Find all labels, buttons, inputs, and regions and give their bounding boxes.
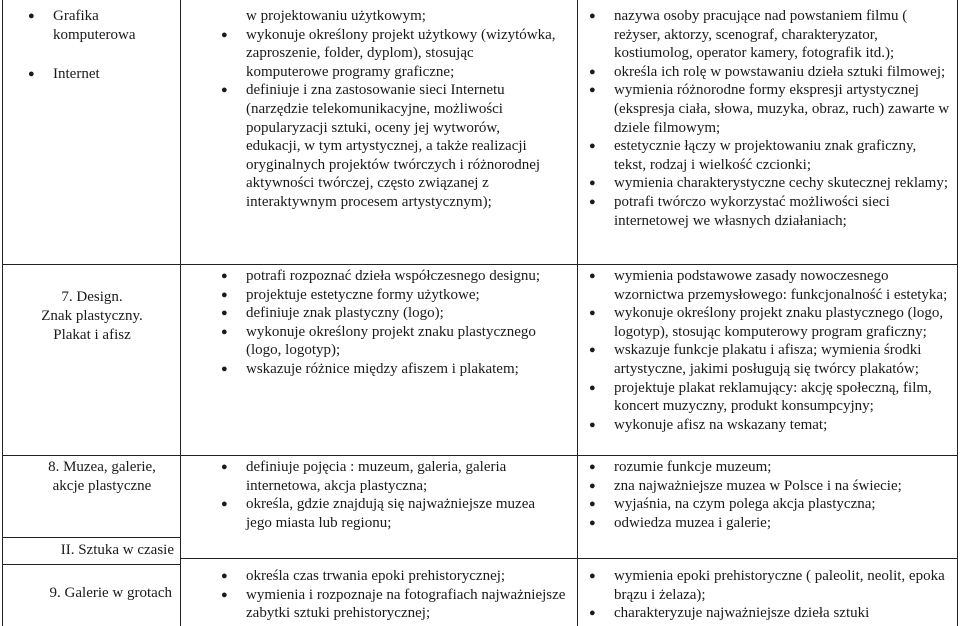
bullet-icon xyxy=(221,267,246,286)
table-border-left xyxy=(2,0,3,626)
topic-design: 7. Design. Znak plastyczny. Plakat i afisz xyxy=(41,289,143,343)
table-border-right xyxy=(957,0,958,626)
section-heading: II. Sztuka w czasie xyxy=(60,542,174,558)
topic-list-graphics xyxy=(28,7,178,84)
list-item: ● potrafi rozpoznać dzieła współczesnego designu; xyxy=(221,267,573,286)
row-divider-section-top xyxy=(2,537,181,538)
list-item: ● charakteryzuje najważniejsze dzieła sztuki xyxy=(589,604,951,623)
bullet-icon xyxy=(589,495,614,514)
list-item: ● projektuje plakat reklamujący: akcję społeczną, film, koncert muzyczny, produkt konsumpcyjny; xyxy=(589,379,951,416)
bullet-icon xyxy=(589,81,614,100)
list-item: ● wyjaśnia, na czym polega akcja plastyczna; xyxy=(589,495,951,514)
list-item: ● określa ich rolę w powstawaniu dzieła sztuki filmowej; xyxy=(589,63,951,82)
requirements-list-basic-3 xyxy=(221,458,555,532)
list-item: ● wskazuje różnice między afiszem i plakatem; xyxy=(221,360,573,379)
list-item: ● wymienia i rozpoznaje na fotografiach najważniejsze zabytki sztuki prehistorycznej; xyxy=(221,586,573,623)
list-item: ● wymienia różnorodne formy ekspresji artystycznej (ekspresja ciała, słowa, muzyka, obraz, ruch) zawarte w dziele filmowym; xyxy=(589,81,951,137)
list-item: ● odwiedza muzea i galerie; xyxy=(589,514,951,533)
bullet-icon xyxy=(221,81,246,100)
list-item: ● rozumie funkcje muzeum; xyxy=(589,458,951,477)
bullet-icon xyxy=(221,586,246,605)
list-item: ● zna najważniejsze muzea w Polsce i na świecie; xyxy=(589,477,951,496)
requirements-list-extended-3 xyxy=(589,458,951,532)
topic-caves: 9. Galerie w grotach xyxy=(49,585,172,601)
row-divider-3 xyxy=(180,558,958,559)
list-item: ● estetycznie łączy w projektowaniu znak graficzny, tekst, rodzaj i wielkość czcionki; xyxy=(589,137,951,174)
bullet-icon xyxy=(28,65,53,84)
bullet-icon xyxy=(221,323,246,342)
bullet-icon xyxy=(589,341,614,360)
bullet-icon xyxy=(589,567,614,586)
bullet-icon xyxy=(589,193,614,212)
column-divider-2 xyxy=(577,0,578,626)
bullet-icon xyxy=(221,360,246,379)
list-item: ● wykonuje określony projekt znaku plastycznego (logo, logotyp); xyxy=(221,323,573,360)
requirements-list-basic-1 xyxy=(221,26,556,212)
list-item: ● wykonuje określony projekt użytkowy (wizytówka, zaproszenie, folder, dyplom), stosując komputerowe programy graficzne; xyxy=(221,26,556,82)
list-item: ● definiuje pojęcia : muzeum, galeria, galeria internetowa, akcja plastyczna; xyxy=(221,458,555,495)
row-divider-section-bottom xyxy=(2,564,181,565)
bullet-icon xyxy=(589,458,614,477)
bullet-icon xyxy=(589,379,614,398)
bullet-icon xyxy=(589,7,614,26)
bullet-icon xyxy=(589,477,614,496)
bullet-icon xyxy=(221,286,246,305)
bullet-icon xyxy=(589,514,614,533)
bullet-icon xyxy=(589,137,614,156)
topic-museums: 8. Muzea, galerie, akcje plastyczne xyxy=(48,459,156,494)
bullet-icon xyxy=(28,7,53,26)
bullet-icon xyxy=(589,63,614,82)
row-divider-2 xyxy=(2,455,958,456)
requirements-list-extended-1 xyxy=(589,7,951,230)
list-item: ● potrafi twórczo wykorzystać możliwości sieci internetowej we własnych działaniach; xyxy=(589,193,951,230)
bullet-icon xyxy=(589,604,614,623)
bullet-icon xyxy=(589,304,614,323)
text-continuation: w projektowaniu użytkowym; xyxy=(246,8,426,24)
list-item: ● określa czas trwania epoki prehistorycznej; xyxy=(221,567,573,586)
bullet-icon xyxy=(589,174,614,193)
list-item: ● projektuje estetyczne formy użytkowe; xyxy=(221,286,573,305)
list-item: ● wymienia epoki prehistoryczne ( paleolit, neolit, epoka brązu i żelaza); xyxy=(589,567,951,604)
requirements-list-extended-5 xyxy=(589,567,951,623)
list-item: ● wskazuje funkcje plakatu i afisza; wymienia środki artystyczne, jakimi posługują się twórcy plakatów; xyxy=(589,341,951,378)
list-item: ● definiuje znak plastyczny (logo); xyxy=(221,304,573,323)
bullet-icon xyxy=(221,304,246,323)
list-item: ● wymienia charakterystyczne cechy skutecznej reklamy; xyxy=(589,174,951,193)
list-item: ● określa, gdzie znajdują się najważniejsze muzea jego miasta lub regionu; xyxy=(221,495,555,532)
bullet-icon xyxy=(589,267,614,286)
bullet-icon xyxy=(221,458,246,477)
bullet-icon xyxy=(221,567,246,586)
bullet-icon xyxy=(589,416,614,435)
list-item: ● nazywa osoby pracujące nad powstaniem filmu ( reżyser, aktorzy, scenograf, charakteryzator, kostiumolog, operator kamery, fotografik itd.); xyxy=(589,7,951,63)
bullet-icon xyxy=(221,495,246,514)
list-item: ● definiuje i zna zastosowanie sieci Internetu (narzędzie telekomunikacyjne, możliwości popularyzacji sztuki, oceny jej wytworów, edukacji, w tym artystycznej, a także realizacji oryginalnych projektów twórczych i różnorodnej aktywności twórczej, często związanej z interaktywnym procesem artystycznym); xyxy=(221,81,556,211)
column-divider-1 xyxy=(180,0,181,626)
list-item: ● wykonuje afisz na wskazany temat; xyxy=(589,416,951,435)
requirements-list-basic-2 xyxy=(221,267,573,379)
requirements-list-basic-5 xyxy=(221,567,573,623)
requirements-list-extended-2 xyxy=(589,267,951,434)
list-item: ● wykonuje określony projekt znaku plastycznego (logo, logotyp), stosując komputerowy program graficzny; xyxy=(589,304,951,341)
row-divider-1 xyxy=(2,264,958,265)
list-item: ● Grafika komputerowa xyxy=(28,7,178,45)
list-item: ● Internet xyxy=(28,65,178,84)
list-item: ● wymienia podstawowe zasady nowoczesnego wzornictwa przemysłowego: funkcjonalność i estetyka; xyxy=(589,267,951,304)
bullet-icon xyxy=(221,26,246,45)
